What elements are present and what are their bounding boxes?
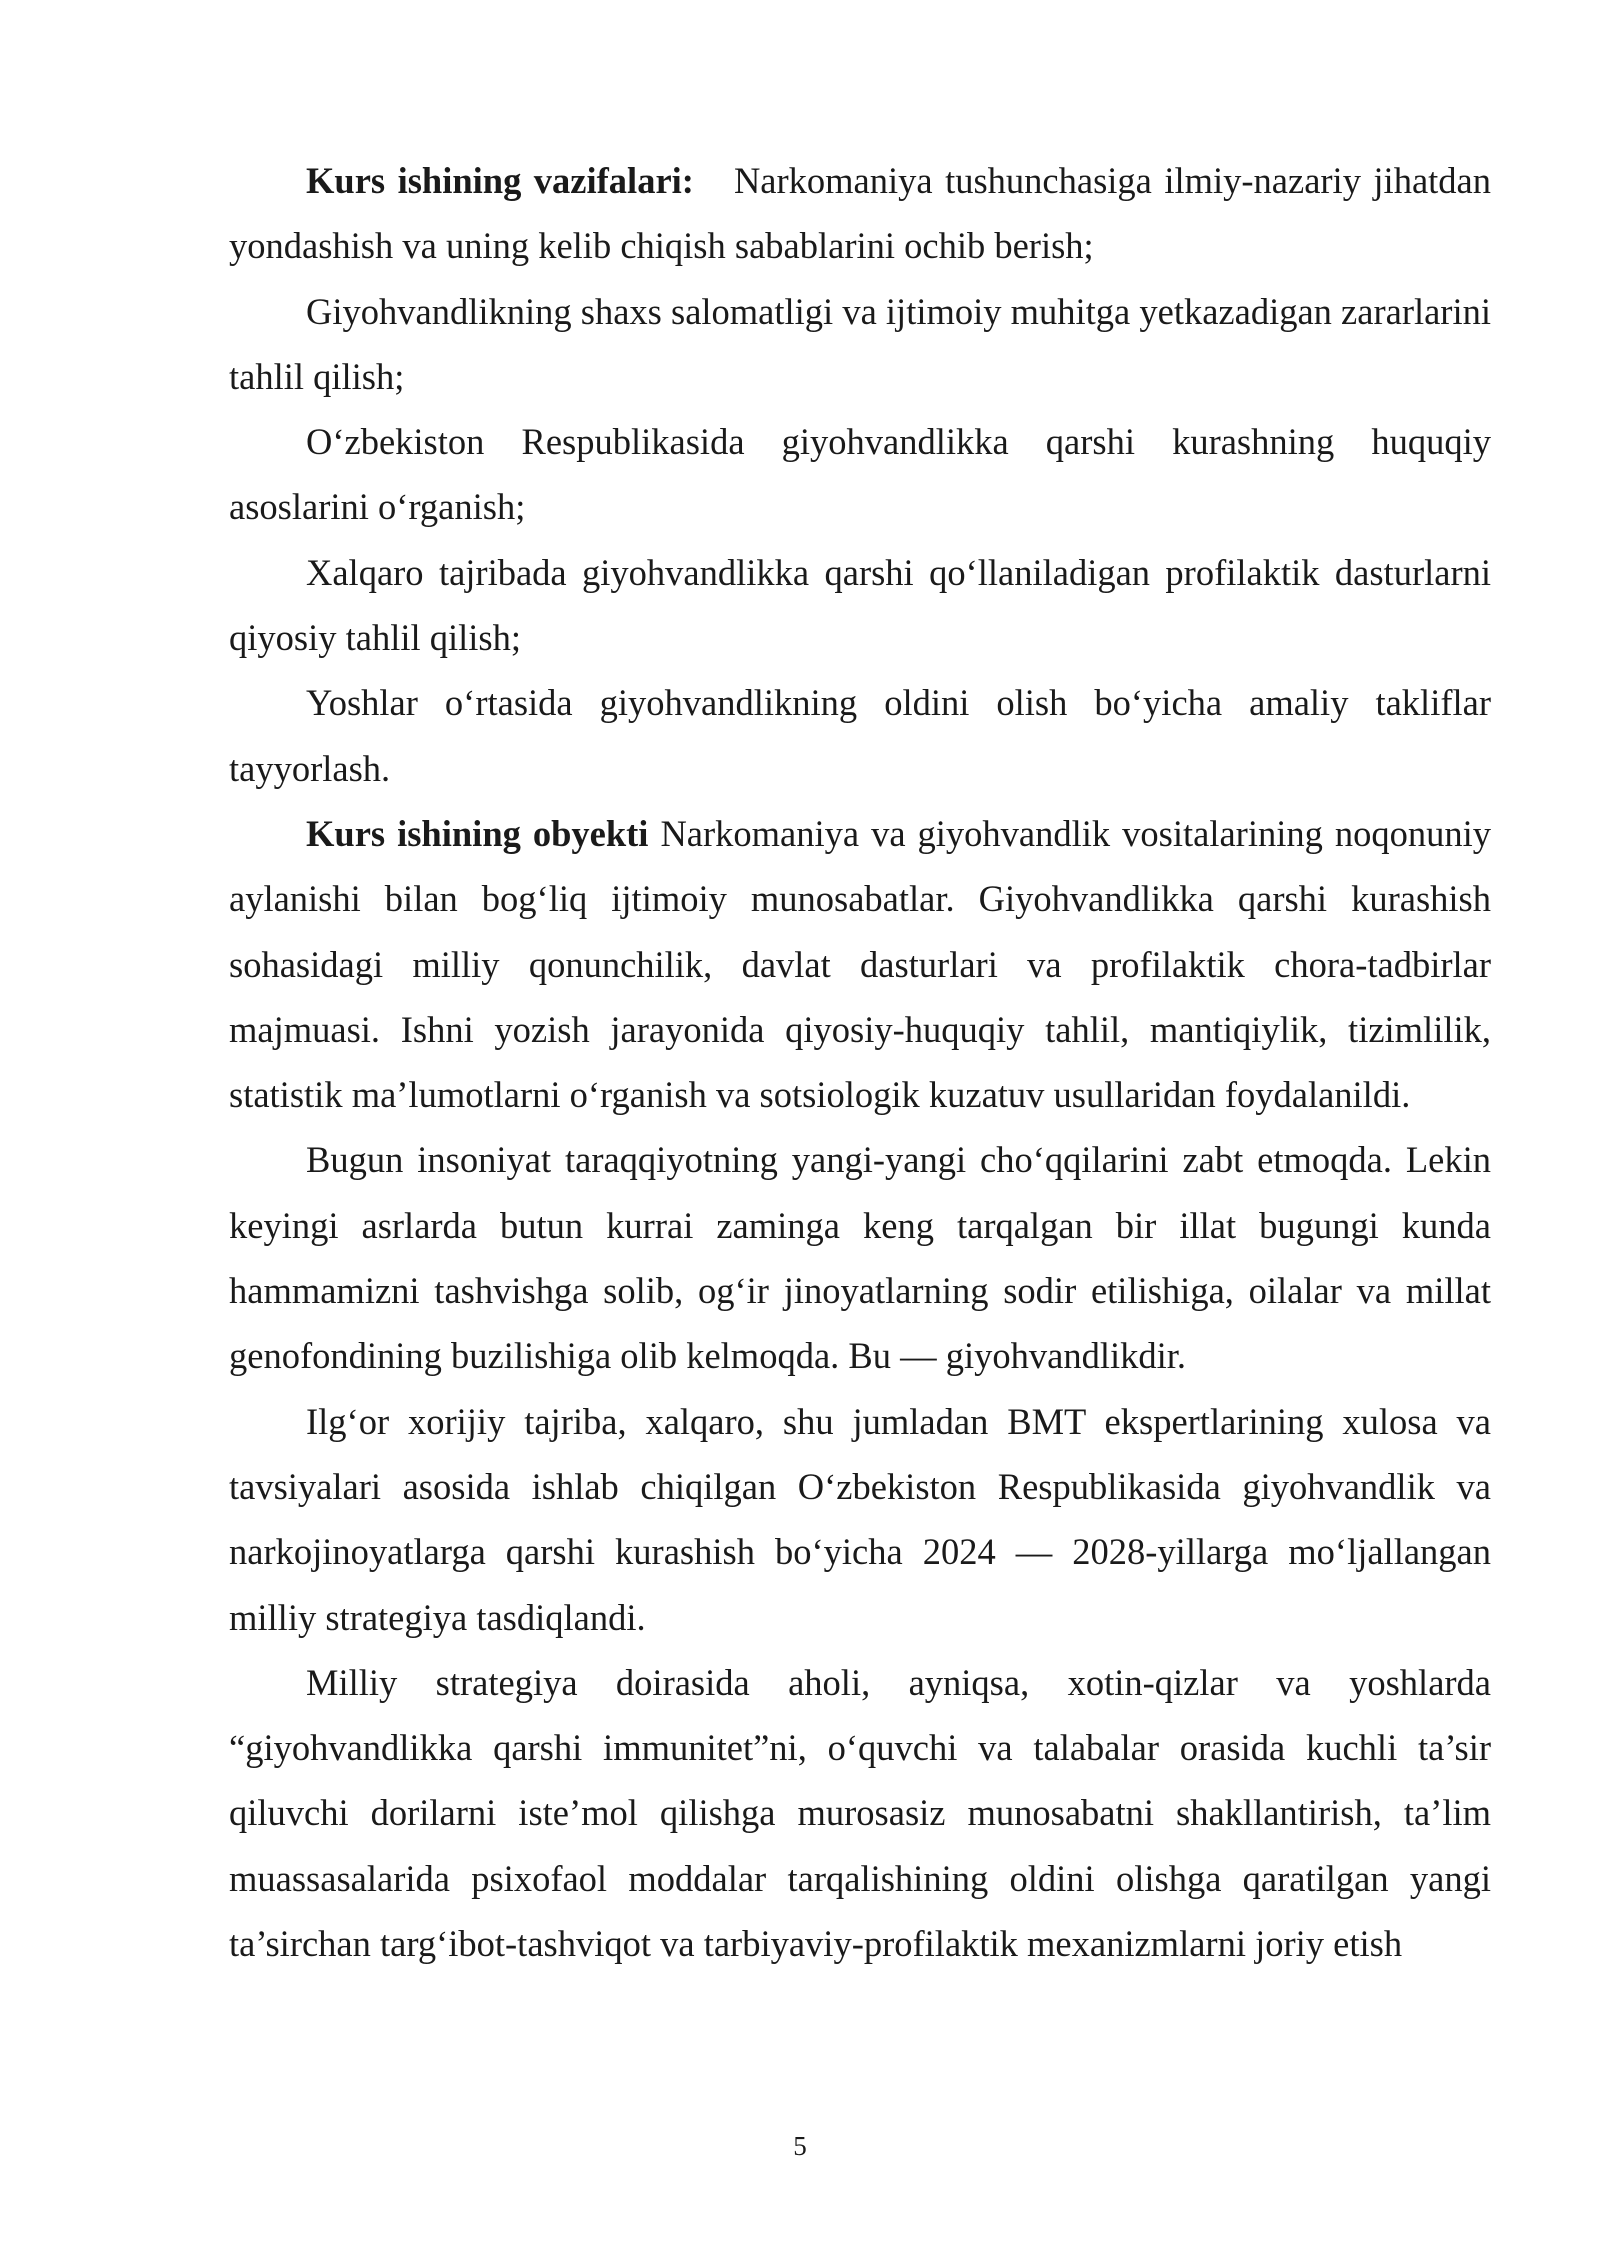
task-2-text: Giyohvandlikning shaxs salomatligi va ijtimoiy muhitga yetkazadigan zararlarini tahlil qilish; [229,290,1491,397]
tasks-text: Narkomaniya tushunchasiga ilmiy-nazariy jihatdan yondashish va uning kelib chiqish sabablarini ochib berish; [229,160,1491,267]
paragraph-strategy [229,1389,1491,1650]
paragraph-task-3 [229,409,1491,540]
object-text: Narkomaniya va giyohvandlik vositalarining noqonuniy aylanishi bilan bog‘liq ijtimoiy munosabatlar. Giyohvandlikka qarshi kurashish sohasidagi milliy qonunchilik, davlat dasturlari va profilaktik chora-tadbirlar majmuasi. Ishni yozish jarayonida qiyosiy-huquqiy tahlil, mantiqiylik, tizimlilik, statistik ma’lumotlarni o‘rganish va sotsiologik kuzatuv usullaridan foydalanildi. [229,812,1492,1116]
page-number: 5 [793,2131,807,2161]
object-lead: Kurs ishining obyekti [306,812,649,854]
document-page [229,148,1491,1976]
national-strategy-text: Milliy strategiya doirasida aholi, ayniqsa, xotin-qizlar va yoshlarda “giyohvandlikka qarshi immunitet”ni, o‘quvchi va talabalar orasida kuchli ta’sir qiluvchi dorilarni iste’mol qilishga murosasiz munosabatni shakllantirish, ta’lim muassasalarida psixofaol moddalar tarqalishining oldini olishga qaratilgan yangi ta’sirchan targ‘ibot-tashviqot va tarbiyaviy-profilaktik mexanizmlarni joriy etish [229,1661,1491,1965]
task-5-text: Yoshlar o‘rtasida giyohvandlikning oldini olish bo‘yicha amaliy takliflar tayyorlash. [229,682,1491,789]
today-text: Bugun insoniyat taraqqiyotning yangi-yangi cho‘qqilarini zabt etmoqda. Lekin keyingi asrlarda butun kurrai zaminga keng tarqalgan bir illat bugungi kunda hammamizni tashvishga solib, og‘ir jinoyatlarning sodir etilishiga, oilalar va millat genofondining buzilishiga olib kelmoqda. Bu — giyohvandlikdir. [229,1139,1491,1377]
task-3-text: O‘zbekiston Respublikasida giyohvandlikka qarshi kurashning huquqiy asoslarini o‘rganish; [229,421,1491,528]
tasks-lead: Kurs ishining vazifalari: [306,160,694,201]
strategy-text: Ilg‘or xorijiy tajriba, xalqaro, shu jumladan BMT ekspertlarining xulosa va tavsiyalari asosida ishlab chiqilgan O‘zbekiston Respublikasida giyohvandlik va narkojinoyatlarga qarshi kurashish bo‘yicha 2024 — 2028-yillarga mo‘ljallangan milliy strategiya tasdiqlandi. [229,1400,1491,1638]
paragraph-task-5 [229,670,1491,801]
paragraph-task-2 [229,279,1491,410]
paragraph-national-strategy [229,1650,1491,1976]
paragraph-task-4 [229,540,1491,671]
paragraph-object [229,801,1491,1127]
paragraph-today [229,1127,1491,1388]
task-4-text: Xalqaro tajribada giyohvandlikka qarshi qo‘llaniladigan profilaktik dasturlarni qiyosiy tahlil qilish; [229,551,1491,659]
paragraph-tasks-heading [229,148,1491,279]
